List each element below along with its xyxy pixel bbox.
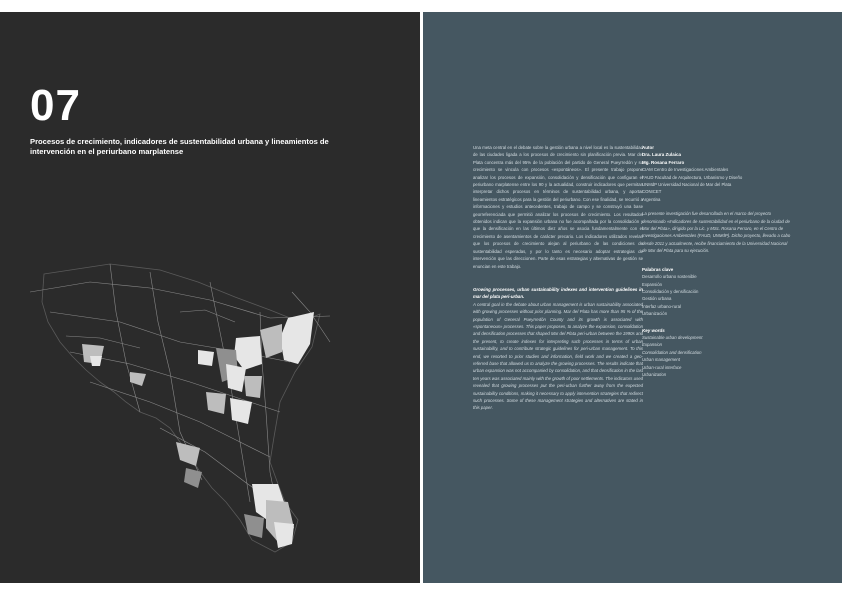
road-network (30, 264, 330, 522)
research-note: La presente investigación fue desarrollada en el marco del proyecto denominado «Indicadores de sustentabilidad en el periurbano de la ciudad de Mar del Plata», dirigido por la Lic. y MSc. Rosana Ferraro, en el Centro de Investigaciones Ambientales (FAUD, UNMdP). Dicho proyecto, llevado a cabo desde 2011 y actualmente, recibe financiamiento de la Universidad Nacional de Mar del Plata para su ejecución. (642, 211, 791, 254)
author-label: Autor (642, 145, 654, 150)
affiliation-line: CIAM Centro de Investigaciones Ambientales (642, 167, 729, 173)
abstract-english-text: A central goal in the debate about urban management is urban sustainability associated with growing processes without prior planning. Mar del Plata has more than 95 % of the population of General Pueyrredón County and its growth is associated with «spontaneous» processes. This paper proposes, to analyze the expansion, consolidation and densification processes that shaped Mar del Plata peri-urban between the 1990s and the present, to create indexes for interpreting such processes in terms of urban sustainability, and to contribute strategic guidelines for peri-urban management. To this end, we resorted to prior studies and information, field work and we created a geo-referred base that allowed us to analyze the growing processes. The results indicate that urban expansion was not accompanied by consolidation, and that densification in the last ten years was associated mainly with the growth of poor settlements. The indicators used revealed that growing processes put the peri-urban further away from the expected sustainability conditions, making it necessary to apply intervention strategies that redirect such processes. Some of these management strategies and alternatives are stated in this paper. (473, 301, 643, 411)
left-page (0, 12, 420, 583)
abstract-spanish-text: Una meta central en el debate sobre la gestión urbana a nivel local es la sustentabilidad de las ciudades ligada a los procesos de crecimiento sin planificación previa. Mar del Plata concentra más del 95% de la población del partido de General Pueyrredón y su crecimiento se vincula con procesos «espontáneos». El presente trabajo propone analizar los procesos de expansión, consolidación y densificación que configuran el periurbano marplatense entre los 90 y la actualidad, construir indicadores que permitan interpretar dichos procesos en términos de sustentabilidad urbana, y aportar lineamientos estratégicos para la gestión del periurbano. Con ese finalidad, se recurrió a informaciones y estudios antecedentes, trabajo de campo y se construyó una base georreferenciada que permitió analizar los procesos de crecimiento. Los resultados obtenidos indican que la expansión urbana no fue acompañada por la consolidación y que la densificación en las últimos diez años se asocia fundamentalmente con el crecimiento de asentamientos de carácter precario. Los indicadores utilizados revelan que los procesos de crecimiento alejan al periurbano de las condiciones de sustentabilidad esperadas, y por lo tanto es necesario adoptar estrategias de intervención que las direccionen. Parte de esas estrategias y alternativas de gestión se enuncian en este trabajo. (473, 145, 643, 269)
affiliation-line: Argentina (642, 196, 661, 202)
keyword-item: Urbanización (642, 311, 668, 317)
author-name: Mg. Rosana Ferraro (642, 159, 685, 165)
abstract-english (473, 286, 643, 412)
chapter-title: Procesos de crecimiento, indicadores de sustentabilidad urbana y lineamientos de intervención en el periurbano marplatense (30, 137, 329, 156)
author-name: Dra. Laura Zulaica (642, 152, 682, 158)
affiliation-line: CONICET (642, 189, 662, 195)
keyword-item: Urban-rural interface (642, 364, 682, 370)
keyword-item: Gestión urbana (642, 296, 672, 302)
chapter-number: 07 (30, 81, 81, 130)
keyword-item: Expansion (642, 342, 663, 348)
keyword-item: Interfaz urbano-rural (642, 303, 681, 309)
keywords-spanish (642, 266, 792, 318)
keywords-spanish-label: Palabras clave (642, 266, 674, 272)
affiliation-line: FAUD Facultad de Arquitectura, Urbanismo y Diseño (642, 174, 743, 180)
keyword-item: Desarrollo urbano sostenible (642, 274, 697, 280)
periurban-map (30, 252, 390, 572)
metadata-column (642, 144, 792, 378)
keyword-item: Urban management (642, 357, 680, 363)
keyword-item: Consolidation and densification (642, 349, 702, 355)
keyword-item: Consolidación y densificación (642, 288, 699, 294)
right-page (423, 12, 842, 583)
abstract-english-title: Growing processes, urban sustainability indexes and intervention guidelines in mar del plata peri-urban. (473, 286, 643, 300)
keyword-item: Sustainable urban development (642, 334, 703, 340)
abstract-column (473, 144, 643, 412)
keyword-item: Urbanization (642, 371, 667, 377)
abstract-spanish (473, 144, 643, 270)
keywords-english-label: Key words (642, 327, 665, 333)
urban-patches (82, 312, 314, 548)
affiliation-line: UNMdP Universidad Nacional de Mar del Plata (642, 182, 732, 188)
keyword-item: Expansión (642, 281, 663, 287)
keywords-english (642, 327, 792, 379)
